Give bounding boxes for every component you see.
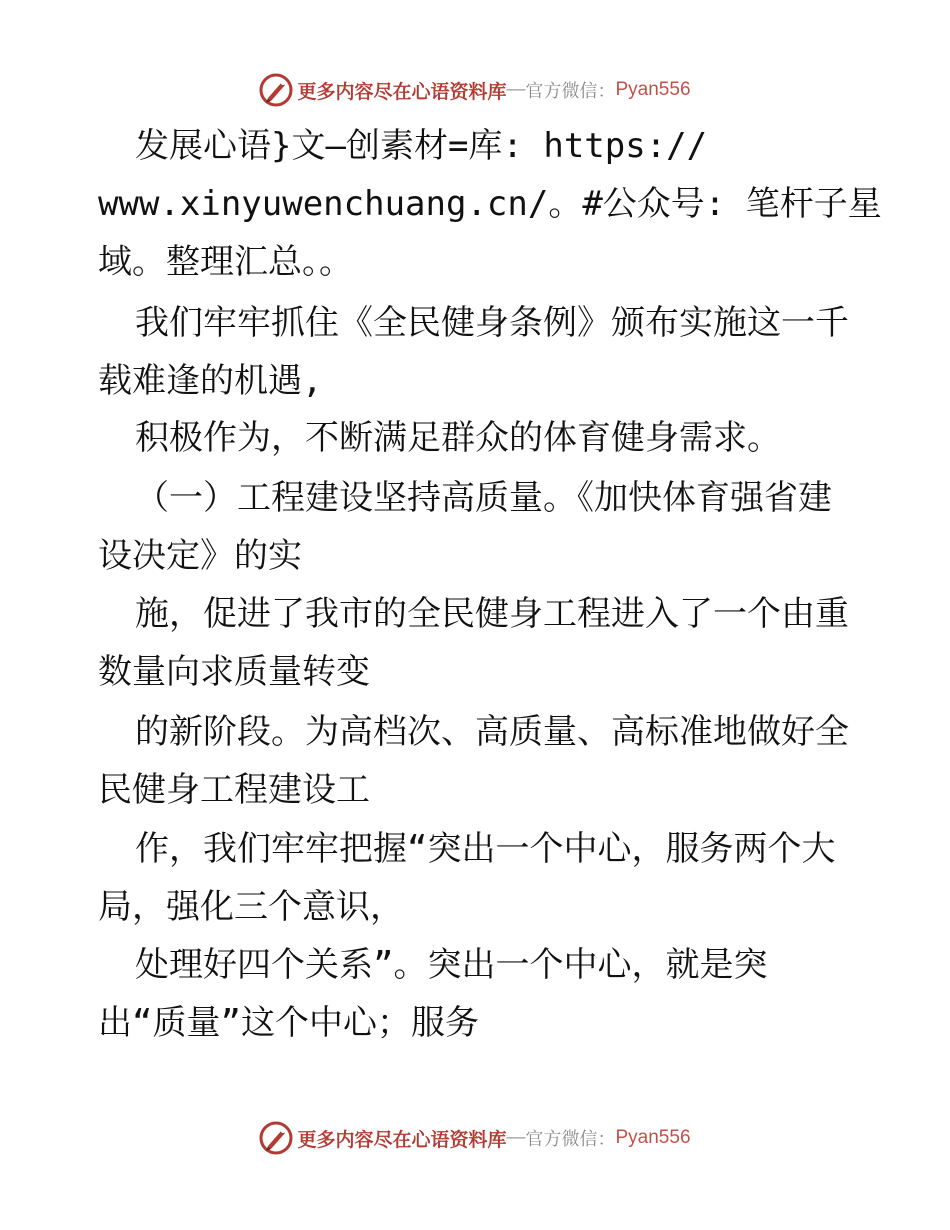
banner-separator: —: [506, 1127, 526, 1148]
wechat-id: Pyan556: [615, 1127, 691, 1148]
site-name: 更多内容尽在心语资料库: [297, 1128, 507, 1151]
text-line: 域。整理汇总。。: [98, 242, 353, 282]
banner-separator: —: [506, 79, 526, 100]
header-banner: [0, 72, 950, 108]
site-name: 更多内容尽在心语资料库: [297, 80, 507, 103]
text-line: 数量向求质量转变: [98, 652, 370, 692]
text-line: 民健身工程建设工: [98, 770, 370, 810]
text-line: 载难逢的机遇,: [98, 361, 323, 401]
text-line: 处理好四个关系”。突出一个中心，就是突: [135, 945, 768, 985]
text-line: www.xinyuwenchuang.cn/。#公众号: 笔杆子星: [98, 184, 882, 224]
text-line: 作，我们牢牢把握“突出一个中心，服务两个大: [135, 829, 836, 869]
text-line: （一）工程建设坚持高质量。《加快体育强省建: [135, 478, 832, 518]
wechat-label: 官方微信：: [525, 81, 616, 102]
footer-banner: [0, 1120, 950, 1156]
text-line: 出“质量”这个中心；服务: [98, 1003, 479, 1043]
quill-pen-logo-icon: [259, 73, 293, 107]
wechat-id: Pyan556: [615, 79, 691, 100]
text-line: 发展心语}文—创素材=库: https://: [135, 126, 708, 166]
text-line: 我们牢牢抓住《全民健身条例》颁布实施这一千: [135, 303, 849, 343]
quill-pen-logo-icon: [259, 1121, 293, 1155]
wechat-label: 官方微信：: [525, 1129, 616, 1150]
text-line: 设决定》的实: [98, 536, 302, 576]
text-line: 局，强化三个意识，: [98, 887, 404, 927]
text-line: 积极作为，不断满足群众的体育健身需求。: [135, 418, 781, 458]
text-line: 施，促进了我市的全民健身工程进入了一个由重: [135, 594, 849, 634]
text-line: 的新阶段。为高档次、高质量、高标准地做好全: [135, 712, 849, 752]
